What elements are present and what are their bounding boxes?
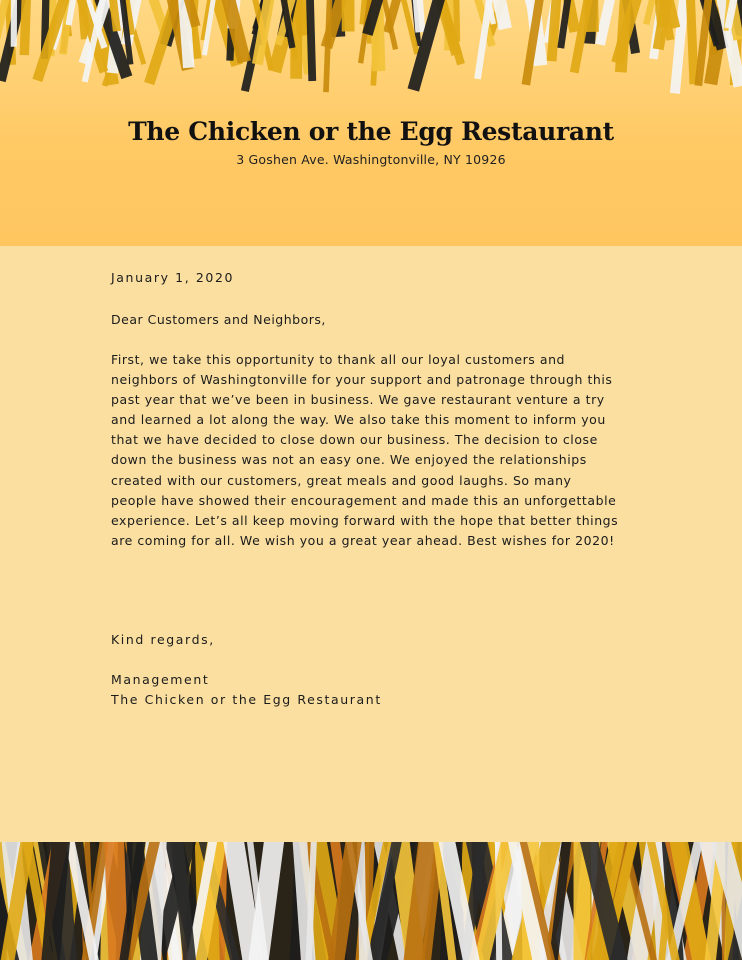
party-fringe-top-icon [0,0,742,110]
paragraph-line: created with our customers, great meals and good laughs. So many [111,472,572,488]
letter-signature [111,670,382,710]
restaurant-name: The Chicken or the Egg Restaurant [128,117,614,146]
paragraph-line: and learned a lot along the way. We also take this moment to inform you [111,412,606,428]
fringe-strip [20,0,32,55]
paragraph-line: First, we take this opportunity to thank all our loyal customers and [111,352,566,367]
letter-salutation: Dear Customers and Neighbors, [111,312,326,327]
fringe-strip [453,0,460,42]
party-fringe-bottom [0,842,742,960]
letter-content [111,270,641,551]
letter-date: January 1, 2020 [111,270,235,285]
paragraph-line: experience. Let’s all keep moving forward with the hope that better things [111,512,619,528]
letter-paragraph [111,350,641,551]
paragraph-line: people have showed their encouragement and made this an unforgettable [111,492,617,508]
signature-title: Management [111,672,210,687]
paragraph-line: down the business was not an easy one. We enjoyed the relationships [111,452,587,468]
party-fringe-bottom-icon [0,842,742,960]
fringe-strip [11,0,17,47]
paragraph-line: that we have decided to close down our business. The decision to close [111,432,598,448]
signature-organization: The Chicken or the Egg Restaurant [111,692,382,707]
fringe-strip [342,0,355,31]
fringe-strip [584,0,599,32]
letterhead [0,0,742,246]
paragraph-line: past year that we’ve been in business. We gave restaurant venture a try [111,392,605,408]
paragraph-line: neighbors of Washingtonville for your support and patronage through this [111,372,613,388]
paragraph-line: are coming for all. We wish you a great year ahead. Best wishes for 2020! [111,532,615,548]
letter-closing: Kind regards, [111,632,215,647]
restaurant-address: 3 Goshen Ave. Washingtonville, NY 10926 [236,152,506,167]
